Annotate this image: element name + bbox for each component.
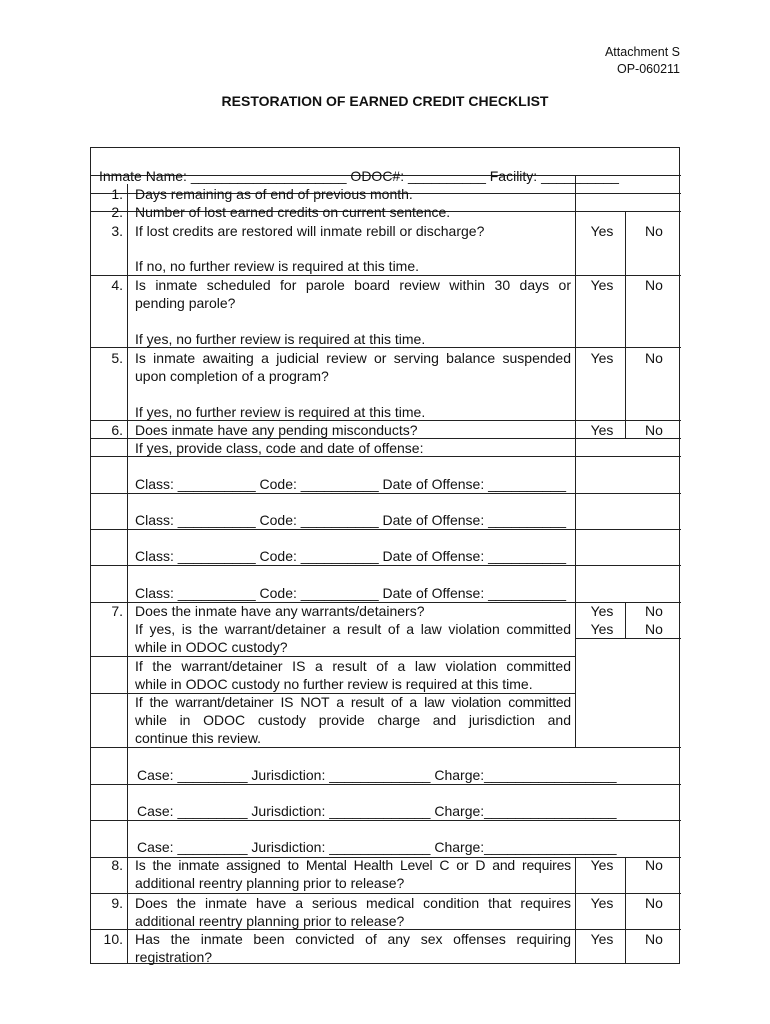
question-4-note: If yes, no further review is required at this time. xyxy=(135,331,426,347)
offense-entry-3[interactable]: Class: __________ Code: __________ Date of Offense: __________ xyxy=(135,548,566,564)
question-9-text-line-2: additional reentry planning prior to release? xyxy=(135,913,405,929)
yes-no-divider xyxy=(625,211,626,438)
question-number: 8. xyxy=(111,857,123,873)
no-option[interactable]: No xyxy=(645,350,663,366)
row-line xyxy=(91,565,681,566)
document-code: OP-060211 xyxy=(616,62,680,76)
no-option[interactable]: No xyxy=(645,621,663,637)
case-entry-3[interactable]: Case: _________ Jurisdiction: _____________ Charge:_________________ xyxy=(137,839,617,855)
answer-column-divider xyxy=(575,175,576,747)
question-9-text-line-1: Does the inmate have a serious medical condition that requires xyxy=(135,895,571,911)
question-number: 5. xyxy=(111,350,123,366)
no-option[interactable]: No xyxy=(645,857,663,873)
attachment-label: Attachment S xyxy=(604,45,680,59)
row-line xyxy=(91,529,681,530)
yes-option[interactable]: Yes xyxy=(590,603,614,619)
row-line xyxy=(91,493,681,494)
no-option[interactable]: No xyxy=(645,277,663,293)
question-3-text: If lost credits are restored will inmate rebill or discharge? xyxy=(135,223,485,239)
offense-entry-1[interactable]: Class: __________ Code: __________ Date of Offense: __________ xyxy=(135,476,566,492)
question-number: 1. xyxy=(111,186,123,202)
question-6-text-line-1: Does inmate have any pending misconducts? xyxy=(135,422,418,438)
answer-column-divider-lower xyxy=(575,857,576,964)
question-number: 7. xyxy=(111,603,123,619)
question-number: 6. xyxy=(111,422,123,438)
question-7-text-line-8: continue this review. xyxy=(135,730,262,746)
question-number: 3. xyxy=(111,223,123,239)
question-7-text-line-7: while in ODOC custody provide charge and jurisdiction and xyxy=(135,712,571,728)
question-10-text-line-2: registration? xyxy=(135,949,213,965)
checklist-form xyxy=(90,147,680,964)
question-7-text-line-4: If the warrant/detainer IS a result of a law violation committed xyxy=(135,658,571,674)
yes-option[interactable]: Yes xyxy=(590,277,614,293)
inmate-info-line: Inmate Name: ____________________ ODOC#: __________ Facility: __________ xyxy=(99,168,619,184)
question-7-text-line-5: while in ODOC custody no further review is required at this time. xyxy=(135,676,533,692)
question-number: 10. xyxy=(103,931,123,947)
question-7-text-line-6: If the warrant/detainer IS NOT a result of a law violation committed xyxy=(135,694,571,710)
case-entry-1[interactable]: Case: _________ Jurisdiction: _____________ Charge:_________________ xyxy=(137,767,617,783)
yes-option[interactable]: Yes xyxy=(590,422,614,438)
no-option[interactable]: No xyxy=(645,931,663,947)
question-number: 4. xyxy=(111,277,123,293)
case-entry-2[interactable]: Case: _________ Jurisdiction: _____________ Charge:_________________ xyxy=(137,803,617,819)
no-option[interactable]: No xyxy=(645,895,663,911)
question-4-text-line-2: pending parole? xyxy=(135,295,236,311)
offense-entry-4[interactable]: Class: __________ Code: __________ Date of Offense: __________ xyxy=(135,585,566,601)
yes-option[interactable]: Yes xyxy=(590,621,614,637)
question-5-text-line-1: Is inmate awaiting a judicial review or serving balance suspended xyxy=(135,350,571,366)
question-3-note: If no, no further review is required at this time. xyxy=(135,258,420,274)
question-7-text-line-2: If yes, is the warrant/detainer a result of a law violation committed xyxy=(135,621,571,637)
offense-entry-2[interactable]: Class: __________ Code: __________ Date of Offense: __________ xyxy=(135,512,566,528)
question-7-text-line-1: Does the inmate have any warrants/detainers? xyxy=(135,603,425,619)
yes-option[interactable]: Yes xyxy=(590,931,614,947)
row-line xyxy=(91,820,681,821)
question-10-text-line-1: Has the inmate been convicted of any sex offenses requiring xyxy=(135,931,571,947)
question-5-text-line-2: upon completion of a program? xyxy=(135,368,329,384)
row-line xyxy=(91,784,681,785)
yes-option[interactable]: Yes xyxy=(590,857,614,873)
question-number: 2. xyxy=(111,204,123,220)
row-line xyxy=(91,747,681,748)
no-option[interactable]: No xyxy=(645,223,663,239)
no-option[interactable]: No xyxy=(645,422,663,438)
question-number: 9. xyxy=(111,895,123,911)
question-4-text-line-1: Is inmate scheduled for parole board review within 30 days or xyxy=(135,277,571,293)
question-5-note: If yes, no further review is required at this time. xyxy=(135,404,426,420)
question-8-text-line-2: additional reentry planning prior to release? xyxy=(135,875,405,891)
document-header xyxy=(605,44,680,78)
yes-option[interactable]: Yes xyxy=(590,350,614,366)
question-1-text: Days remaining as of end of previous month. xyxy=(135,186,413,202)
page-title: RESTORATION OF EARNED CREDIT CHECKLIST xyxy=(221,93,549,109)
yes-option[interactable]: Yes xyxy=(590,223,614,239)
question-8-text-line-1: Is the inmate assigned to Mental Health Level C or D and requires xyxy=(135,857,571,873)
row-line xyxy=(575,638,681,639)
no-option[interactable]: No xyxy=(645,603,663,619)
yes-option[interactable]: Yes xyxy=(590,895,614,911)
question-2-text: Number of lost earned credits on current sentence. xyxy=(135,204,451,220)
question-7-text-line-3: while in ODOC custody? xyxy=(135,639,288,655)
question-6-text-line-2: If yes, provide class, code and date of offense: xyxy=(135,440,424,456)
number-column-divider xyxy=(127,184,128,964)
